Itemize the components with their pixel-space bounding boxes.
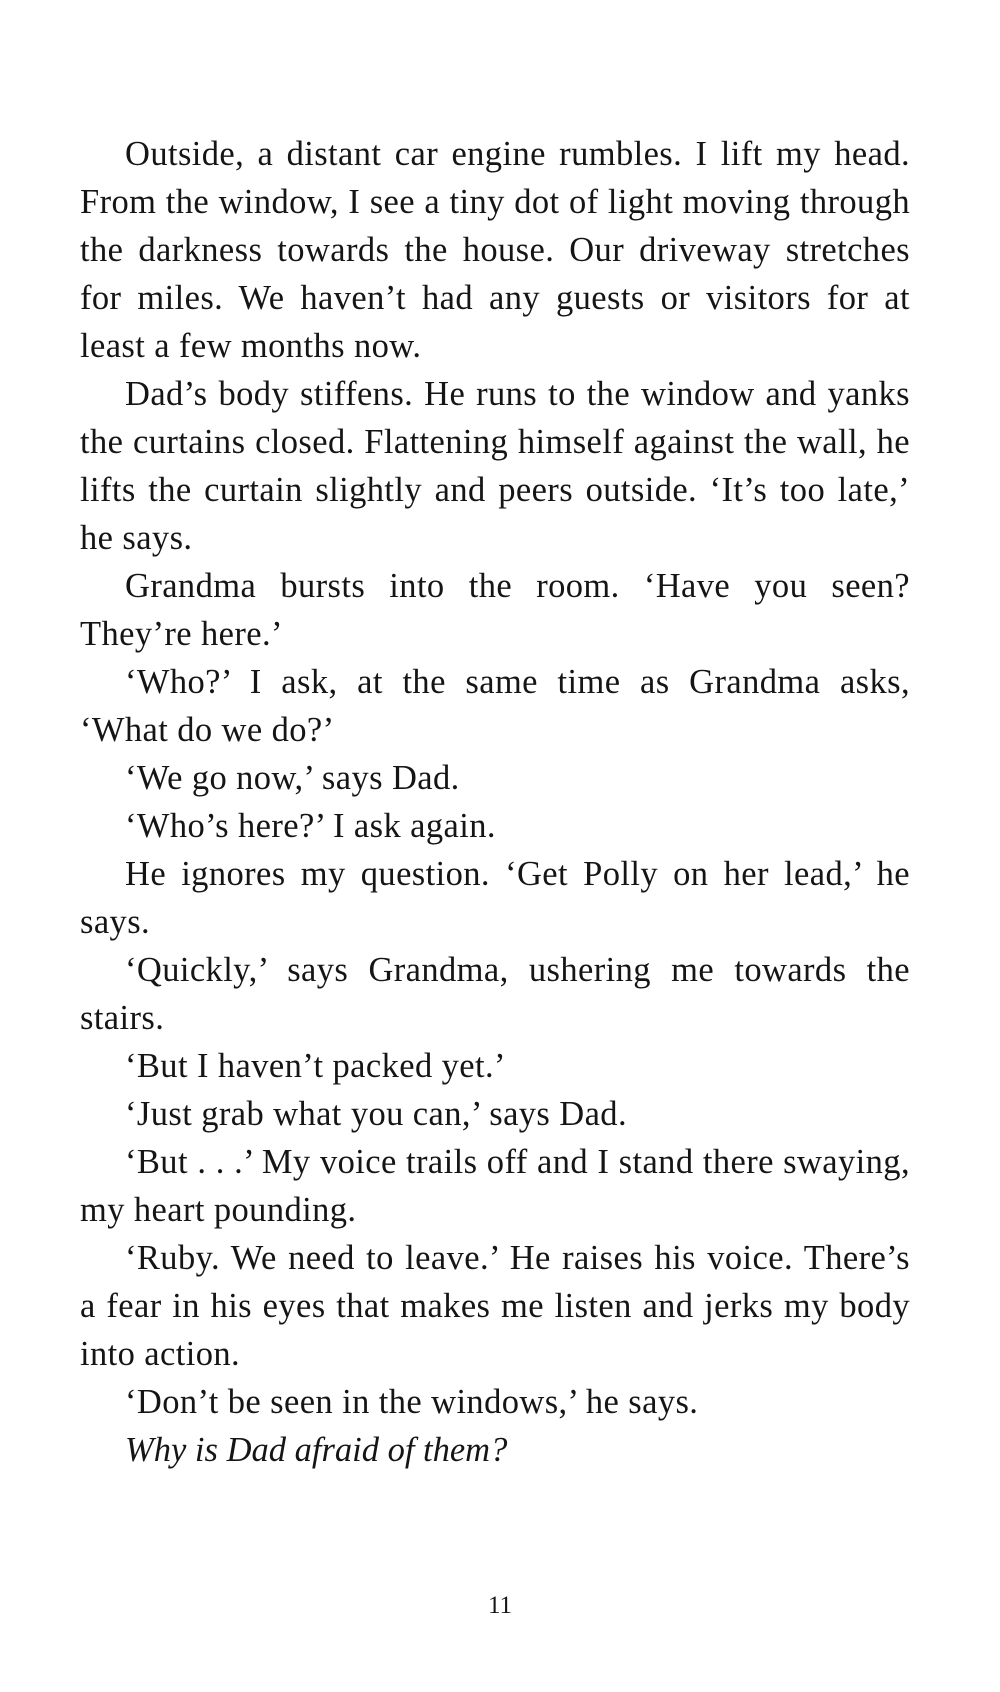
italic-thought: Why is Dad afraid of them? (125, 1431, 508, 1469)
paragraph-12: ‘Ruby. We need to leave.’ He raises his voice. There’s a fear in his eyes that makes me listen and jerks my body into action. (80, 1239, 910, 1373)
paragraph-3: Grandma bursts into the room. ‘Have you seen? They’re here.’ (80, 567, 910, 653)
paragraph-13: ‘Don’t be seen in the windows,’ he says. (125, 1383, 699, 1421)
paragraph-5: ‘We go now,’ says Dad. (125, 759, 460, 797)
paragraph-8: ‘Quickly,’ says Grandma, ushering me towards the stairs. (80, 951, 910, 1037)
paragraph-6: ‘Who’s here?’ I ask again. (125, 807, 496, 845)
paragraph-10: ‘Just grab what you can,’ says Dad. (125, 1095, 627, 1133)
paragraph-2: Dad’s body stiffens. He runs to the window and yanks the curtains closed. Flattening himself against the wall, he lifts the curtain slightly and peers outside. ‘It’s too late,’ he says. (80, 375, 910, 557)
paragraph-11: ‘But . . .’ My voice trails off and I stand there swaying, my heart pounding. (80, 1143, 910, 1229)
book-page-text (80, 130, 910, 1474)
paragraph-9: ‘But I haven’t packed yet.’ (125, 1047, 506, 1085)
page-number: 11 (487, 1592, 513, 1619)
paragraph-4: ‘Who?’ I ask, at the same time as Grandma asks, ‘What do we do?’ (80, 663, 910, 749)
paragraph-1: Outside, a distant car engine rumbles. I lift my head. From the window, I see a tiny dot of light moving through the darkness towards the house. Our driveway stretches for miles. We haven’t had any guests or visitors for at least a few months now. (80, 135, 910, 365)
paragraph-7: He ignores my question. ‘Get Polly on her lead,’ he says. (80, 855, 910, 941)
